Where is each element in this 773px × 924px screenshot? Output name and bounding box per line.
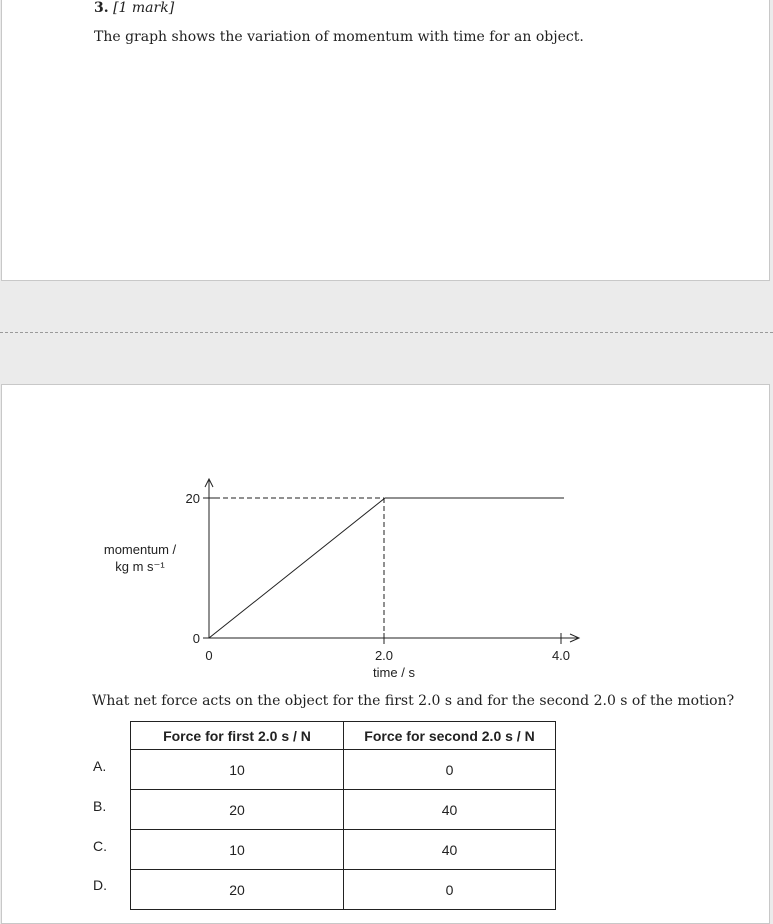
question-marks: [1 mark] [113,0,175,16]
header-first-force: Force for first 2.0 s / N [131,722,344,750]
x-tick-label-2: 2.0 [374,648,394,663]
answer-table-header [131,722,556,750]
y-tick-label-0: 0 [192,631,200,646]
header-second-force: Force for second 2.0 s / N [344,722,556,750]
y-axis-label [90,541,190,575]
question-prompt: What net force acts on the object for the first 2.0 s and for the second 2.0 s of the motion? [92,693,735,709]
option-a-second: 0 [344,750,556,790]
table-row[interactable] [131,830,556,870]
option-a-letter[interactable]: A. [93,758,107,774]
option-d-first: 20 [131,870,344,910]
answer-table [130,721,556,910]
option-c-first: 10 [131,830,344,870]
question-stem: The graph shows the variation of momentum with time for an object. [94,29,584,45]
x-tick-label-0: 0 [205,648,213,663]
option-b-first: 20 [131,790,344,830]
option-b-second: 40 [344,790,556,830]
option-d-second: 0 [344,870,556,910]
y-axis-label-line2: kg m s⁻¹ [115,559,165,574]
option-d-letter[interactable]: D. [93,877,107,893]
table-row[interactable] [131,870,556,910]
option-c-letter[interactable]: C. [93,838,107,854]
table-row[interactable] [131,790,556,830]
y-tick-label-20: 20 [185,491,200,506]
x-tick-label-4: 4.0 [551,648,571,663]
y-axis-label-line1: momentum / [103,542,177,557]
option-a-first: 10 [131,750,344,790]
momentum-series-line [209,498,564,638]
option-c-second: 40 [344,830,556,870]
table-row[interactable] [131,750,556,790]
question-number: 3. [94,0,109,16]
x-axis-label: time / s [373,665,415,680]
option-b-letter[interactable]: B. [93,798,107,814]
